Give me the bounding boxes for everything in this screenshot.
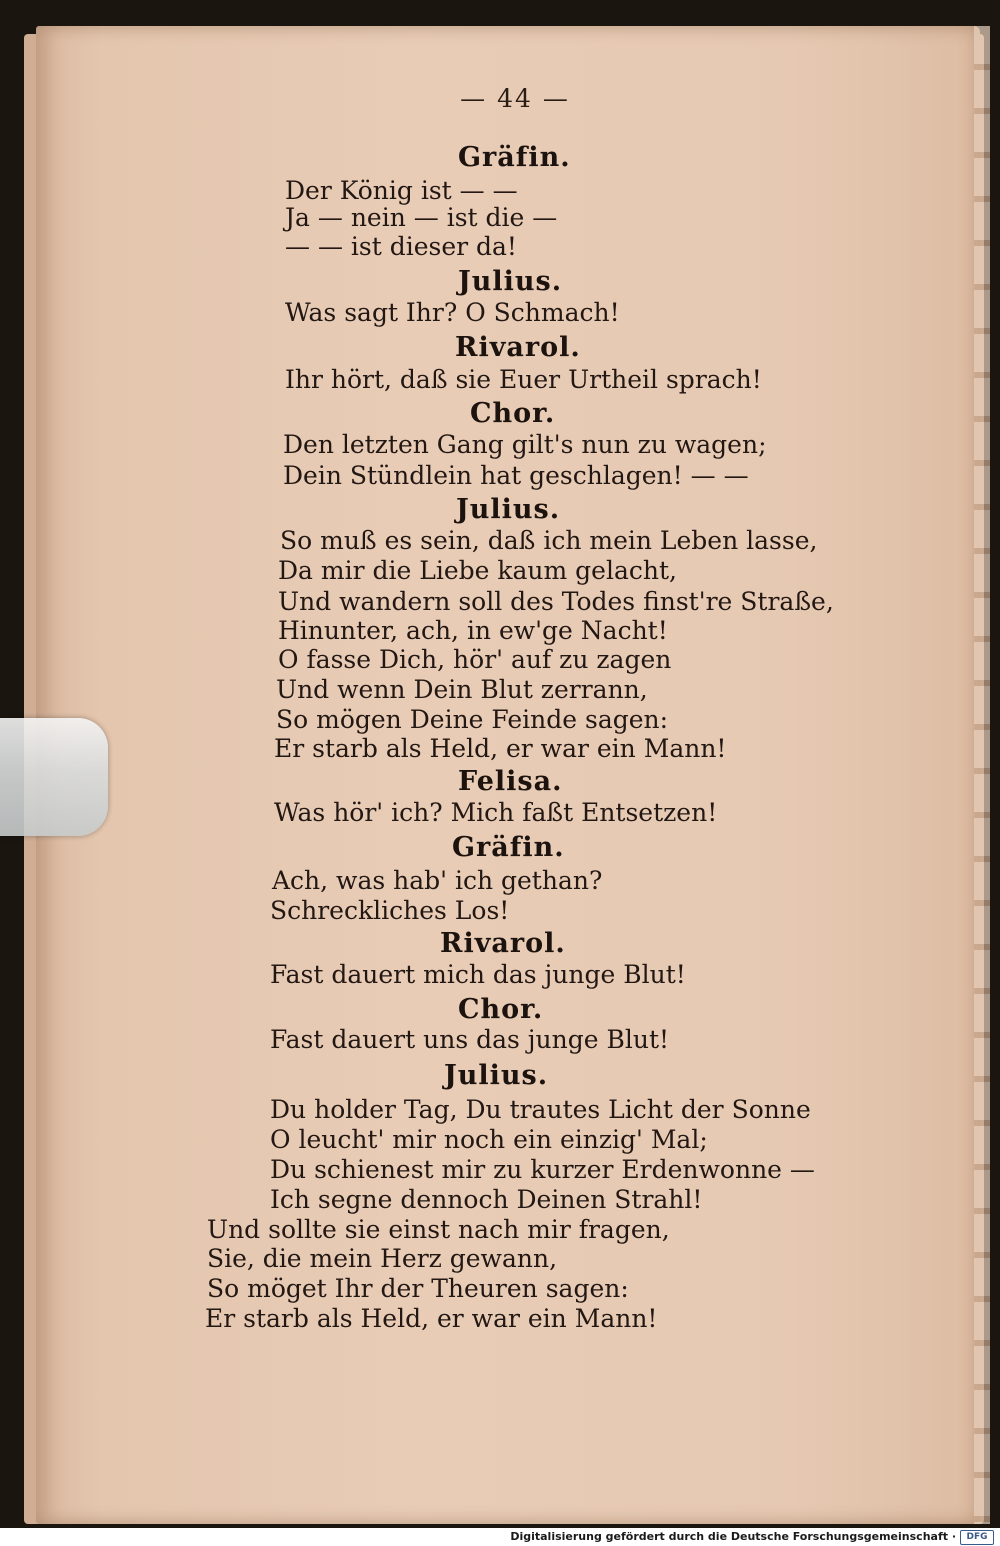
footer-credit: Digitalisierung gefördert durch die Deutsche Forschungsgemeinschaft · xyxy=(510,1530,956,1543)
verse-line: Der König ist — — xyxy=(285,176,518,205)
verse-line: Fast dauert uns das junge Blut! xyxy=(270,1025,670,1054)
speaker-name: Chor. xyxy=(458,994,544,1025)
verse-line: Was hör' ich? Mich faßt Entsetzen! xyxy=(274,798,718,827)
page-number: — 44 — xyxy=(460,84,570,113)
verse-line: So möget Ihr der Theuren sagen: xyxy=(207,1274,629,1303)
speaker-name: Gräfin. xyxy=(452,832,565,863)
speaker-name: Felisa. xyxy=(458,766,563,797)
verse-line: Und wandern soll des Todes finst're Straße, xyxy=(278,587,834,616)
speaker-name: Julius. xyxy=(458,266,563,297)
footer-bar xyxy=(0,1528,1000,1546)
verse-line: Du schienest mir zu kurzer Erdenwonne — xyxy=(270,1155,815,1184)
verse-line: Und sollte sie einst nach mir fragen, xyxy=(207,1215,670,1244)
verse-line: O fasse Dich, hör' auf zu zagen xyxy=(278,645,672,674)
verse-line: O leucht' mir noch ein einzig' Mal; xyxy=(270,1125,708,1154)
page-clip xyxy=(0,718,108,836)
dfg-logo-icon: DFG xyxy=(960,1530,994,1545)
verse-line: Fast dauert mich das junge Blut! xyxy=(270,960,686,989)
verse-line: So mögen Deine Feinde sagen: xyxy=(276,705,669,734)
verse-line: Ja — nein — ist die — xyxy=(285,203,558,232)
verse-line: — — ist dieser da! xyxy=(285,232,517,261)
verse-line: Er starb als Held, er war ein Mann! xyxy=(274,734,727,763)
verse-line: So muß es sein, daß ich mein Leben lasse, xyxy=(280,526,818,555)
verse-line: Sie, die mein Herz gewann, xyxy=(207,1244,558,1273)
verse-line: Was sagt Ihr? O Schmach! xyxy=(285,298,620,327)
speaker-name: Gräfin. xyxy=(458,142,571,173)
speaker-name: Julius. xyxy=(444,1060,549,1091)
verse-line: Ihr hört, daß sie Euer Urtheil sprach! xyxy=(285,365,762,394)
speaker-name: Chor. xyxy=(470,398,556,429)
verse-line: Hinunter, ach, in ew'ge Nacht! xyxy=(278,616,668,645)
page-edge xyxy=(974,26,990,1524)
verse-line: Schreckliches Los! xyxy=(270,896,510,925)
verse-line: Und wenn Dein Blut zerrann, xyxy=(276,675,648,704)
speaker-name: Julius. xyxy=(456,494,561,525)
verse-line: Da mir die Liebe kaum gelacht, xyxy=(278,556,677,585)
verse-line: Du holder Tag, Du trautes Licht der Sonne xyxy=(270,1095,811,1124)
speaker-name: Rivarol. xyxy=(455,332,581,363)
speaker-name: Rivarol. xyxy=(440,928,566,959)
verse-line: Ach, was hab' ich gethan? xyxy=(272,866,603,895)
verse-line: Dein Stündlein hat geschlagen! — — xyxy=(283,461,749,490)
verse-line: Er starb als Held, er war ein Mann! xyxy=(205,1304,658,1333)
verse-line: Den letzten Gang gilt's nun zu wagen; xyxy=(283,430,767,459)
verse-line: Ich segne dennoch Deinen Strahl! xyxy=(270,1185,703,1214)
